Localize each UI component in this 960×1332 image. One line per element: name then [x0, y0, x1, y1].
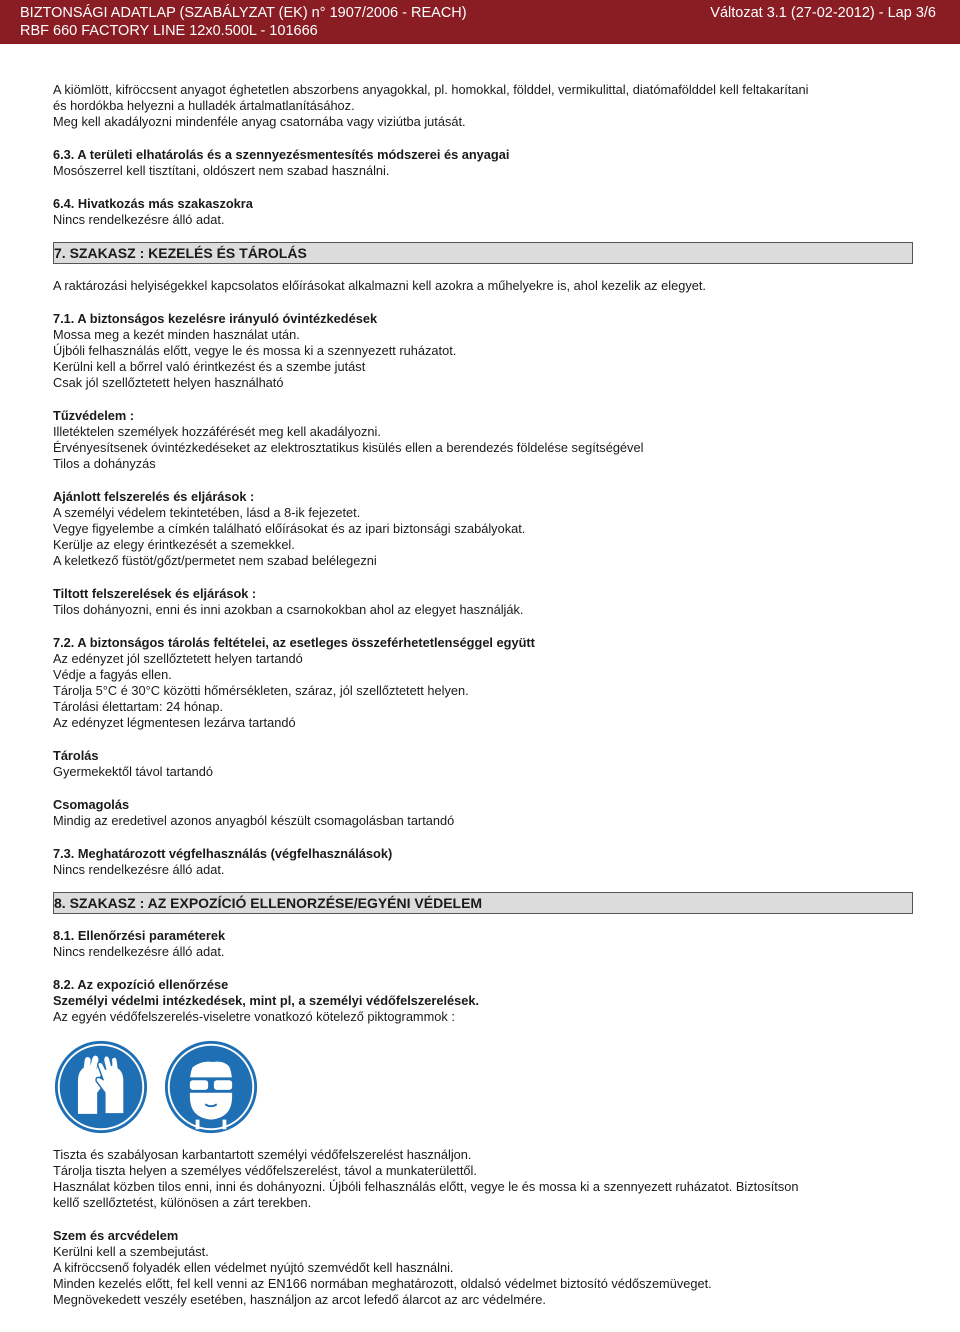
recommended-title: Ajánlott felszerelés és eljárások :	[53, 489, 255, 504]
text-line: Védje a fagyás ellen.	[53, 667, 172, 682]
text-line: Tilos a dohányzás	[53, 456, 156, 471]
packaging-title: Csomagolás	[53, 797, 130, 812]
section-7-3-title: 7.3. Meghatározott végfelhasználás (végfelhasználások)	[53, 846, 393, 861]
text-line: Tilos dohányozni, enni és inni azokban a csarnokokban ahol az elegyet használják.	[53, 602, 524, 617]
text-line: Tárolja 5°C é 30°C közötti hőmérsékleten, száraz, jól szellőztetett helyen.	[53, 683, 469, 698]
section-6-4-title: 6.4. Hivatkozás más szakaszokra	[53, 196, 253, 211]
text-line: Az edényzet jól szellőztetett helyen tartandó	[53, 651, 303, 666]
text-line: Kerülni kell a bőrrel való érintkezést és a szembe jutást	[53, 359, 366, 374]
text-line: Tárolási élettartam: 24 hónap.	[53, 699, 224, 714]
text-line: Tiszta és szabályosan karbantartott személyi védőfelszerelést használjon.	[53, 1147, 472, 1162]
version-info: Változat 3.1 (27-02-2012) - Lap 3/6	[710, 5, 936, 21]
text-line: Vegye figyelembe a címkén található előírásokat és az ipari biztonsági szabályokat.	[53, 521, 526, 536]
intro-line: és hordókba helyezni a hulladék ártalmatlanításához.	[53, 98, 355, 113]
gloves-pictogram-icon	[53, 1039, 149, 1135]
forbidden-title: Tiltott felszerelések és eljárások :	[53, 586, 257, 601]
text-line: Kerülje az elegy érintkezését a szemekkel.	[53, 537, 295, 552]
intro-line: Meg kell akadályozni mindenféle anyag csatornába vagy viziútba jutását.	[53, 114, 466, 129]
text-line: A keletkező füstöt/gőzt/permetet nem szabad belélegezni	[53, 553, 377, 568]
product-name: RBF 660 FACTORY LINE 12x0.500L - 101666	[20, 23, 318, 39]
section-7-1-title: 7.1. A biztonságos kezelésre irányuló óvintézkedések	[53, 311, 378, 326]
text-line: Tárolja tiszta helyen a személyes védőfelszerelést, távol a munkaterülettől.	[53, 1163, 477, 1178]
section-7-bar: 7. SZAKASZ : KEZELÉS ÉS TÁROLÁS	[53, 242, 913, 264]
text-line: A személyi védelem tekintetében, lásd a 8-ik fejezetet.	[53, 505, 361, 520]
section-8-1-text: Nincs rendelkezésre álló adat.	[53, 944, 225, 959]
text-line: Megnövekedett veszély esetében, használjon az arcot lefedő álarcot az arc védelmére.	[53, 1292, 546, 1307]
fire-protection-title: Tűzvédelem :	[53, 408, 135, 423]
document-header	[0, 0, 960, 44]
text-line: Illetéktelen személyek hozzáférését meg kell akadályozni.	[53, 424, 381, 439]
section-6-4-text: Nincs rendelkezésre álló adat.	[53, 212, 225, 227]
storage-title: Tárolás	[53, 748, 99, 763]
text-line: kellő szellőztetést, különösen a zárt terekben.	[53, 1195, 312, 1210]
section-7-3-text: Nincs rendelkezésre álló adat.	[53, 862, 225, 877]
text-line: Kerülni kell a szembejutást.	[53, 1244, 209, 1259]
text-line: Érvényesítsenek óvintézkedéseket az elektrosztatikus kisülés ellen a berendezés földelése segítségével	[53, 440, 644, 455]
document-body	[53, 82, 913, 1308]
section-6-3-title: 6.3. A területi elhatárolás és a szennyezésmentesítés módszerei és anyagai	[53, 147, 510, 162]
text-line: Újbóli felhasználás előtt, vegye le és mossa ki a szennyezett ruházatot.	[53, 343, 457, 358]
section-6-3-text: Mosószerrel kell tisztítani, oldószert nem szabad használni.	[53, 163, 390, 178]
section-7-intro: A raktározási helyiségekkel kapcsolatos előírásokat alkalmazni kell azokra a műhelyekre is, ahol kezelik az elegyet.	[53, 278, 706, 293]
goggles-pictogram-icon	[163, 1039, 259, 1135]
text-line: Az edényzet légmentesen lezárva tartandó	[53, 715, 296, 730]
section-8-1-title: 8.1. Ellenőrzési paraméterek	[53, 928, 226, 943]
text-line: Mindig az eredetivel azonos anyagból készült csomagolásban tartandó	[53, 813, 455, 828]
text-line: A kifröccsenő folyadék ellen védelmet nyújtó szemvédőt kell használni.	[53, 1260, 454, 1275]
section-8-bar: 8. SZAKASZ : AZ EXPOZÍCIÓ ELLENORZÉSE/EGYÉNI VÉDELEM	[53, 892, 913, 914]
text-line: Mossa meg a kezét minden használat után.	[53, 327, 300, 342]
text-line: Csak jól szellőztetett helyen használható	[53, 375, 284, 390]
section-8-2-title: 8.2. Az expozíció ellenőrzése	[53, 977, 229, 992]
eye-protection-title: Szem és arcvédelem	[53, 1228, 179, 1243]
text-line: Használat közben tilos enni, inni és dohányozni. Újbóli felhasználás előtt, vegye le és mossa ki a szennyezett ruházatot. Biztosítson	[53, 1179, 799, 1194]
pictogram-row	[53, 1039, 913, 1135]
intro-line: A kiömlött, kifröccsent anyagot éghetetlen abszorbens anyagokkal, pl. homokkal, földdel, vermikulittal, diatómafölddel kell feltakarítani	[53, 82, 809, 97]
section-8-2-text: Az egyén védőfelszerelés-viseletre vonatkozó kötelező piktogrammok :	[53, 1009, 455, 1024]
text-line: Minden kezelés előtt, fel kell venni az EN166 normában meghatározott, oldalsó védelmet biztosító védőszemüveget.	[53, 1276, 712, 1291]
text-line: Gyermekektől távol tartandó	[53, 764, 214, 779]
document-title: BIZTONSÁGI ADATLAP (SZABÁLYZAT (EK) n° 1907/2006 - REACH)	[20, 5, 467, 21]
section-8-2-subtitle: Személyi védelmi intézkedések, mint pl, a személyi védőfelszerelések.	[53, 993, 480, 1008]
section-7-2-title: 7.2. A biztonságos tárolás feltételei, az esetleges összeférhetetlenséggel együtt	[53, 635, 535, 650]
